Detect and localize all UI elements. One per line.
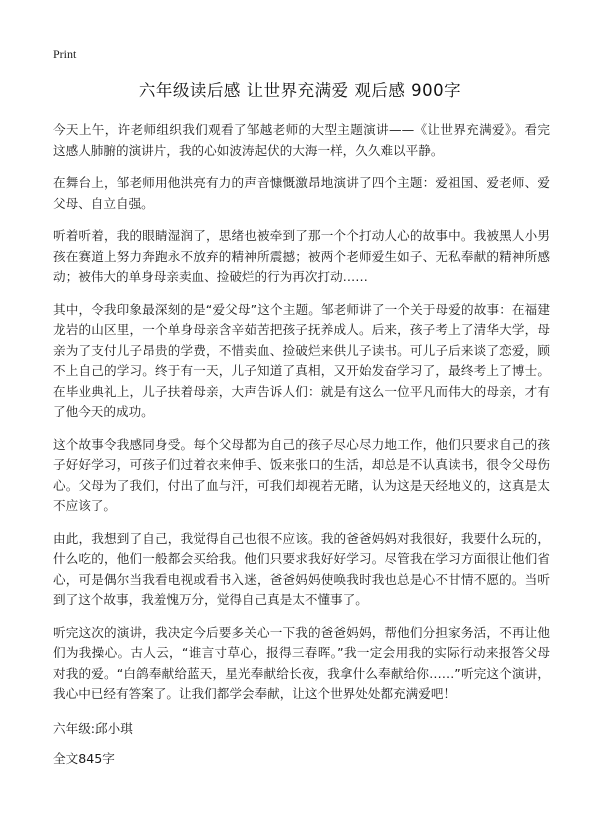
print-link[interactable]: Print xyxy=(53,47,77,61)
paragraph-7: 听完这次的演讲，我决定今后要多关心一下我的爸爸妈妈，帮他们分担家务活，不再让他们为我操心。古人云，“谁言寸草心，报得三春晖。”我一定会用我的实际行动来报答父母对我的爱。“白鸽奉献给蓝天，星光奉献给长夜，我拿什么奉献给你……”听完这个演讲，我心中已经有答案了。让我们都学会奉献，让这个世界处处都充满爱吧！ xyxy=(53,624,550,701)
paragraph-5: 这个故事令我感同身受。每个父母都为自己的孩子尽心尽力地工作，他们只要求自己的孩子好好学习，可孩子们过着衣来伸手、饭来张口的生活，却总是不认真读书，很令父母伤心。父母为了我们，付出了血与汗，可我们却视若无睹，认为这是天经地义的，这真是太不应该了。 xyxy=(53,436,550,513)
paragraph-4: 其中，令我印象最深刻的是“爱父母”这个主题。邹老师讲了一个关于母爱的故事：在福建龙岩的山区里，一个单身母亲含辛茹苦把孩子抚养成人。后来，孩子考上了清华大学，母亲为了支付儿子昂贵的学费，不惜卖血、捡破烂来供儿子读书。可儿子后来谈了恋爱，顾不上自己的学习。终于有一天，儿子知道了真相，又开始发奋学习了，最终考上了博士。在毕业典礼上，儿子扶着母亲，大声告诉人们：就是有这么一位平凡而伟大的母亲，才有了他今天的成功。 xyxy=(53,301,550,419)
document-body xyxy=(53,120,550,769)
author-signoff: 六年级:邱小琪 xyxy=(53,720,133,736)
paragraph-6: 由此，我想到了自己，我觉得自己也很不应该。我的爸爸妈妈对我很好，我要什么玩的，什么吃的，他们一般都会买给我。他们只要求我好好学习。尽管我在学习方面很让他们省心，可是偶尔当我看电视或看书入迷，爸爸妈妈使唤我时我也总是心不甘情不愿的。当听到了这个故事，我羞愧万分，觉得自己真是太不懂事了。 xyxy=(53,530,550,607)
document-title: 六年级读后感 让世界充满爱 观后感 900字 xyxy=(138,81,462,100)
word-count: 全文845字 xyxy=(53,750,115,766)
paragraph-2: 在舞台上，邹老师用他洪亮有力的声音慷慨激昂地演讲了四个主题：爱祖国、爱老师、爱父母、自立自强。 xyxy=(53,175,550,211)
paragraph-3: 听着听着，我的眼睛湿润了，思绪也被牵到了那一个个打动人心的故事中。我被黑人小男孩在赛道上努力奔跑永不放弃的精神所震撼；被两个老师爱生如子、无私奉献的精神所感动；被伟大的单身母亲卖血、捡破烂的行为再次打动…… xyxy=(53,228,550,284)
paragraph-1: 今天上午，许老师组织我们观看了邹越老师的大型主题演讲——《让世界充满爱》。看完这感人肺腑的演讲片，我的心如波涛起伏的大海一样，久久难以平静。 xyxy=(53,122,550,158)
